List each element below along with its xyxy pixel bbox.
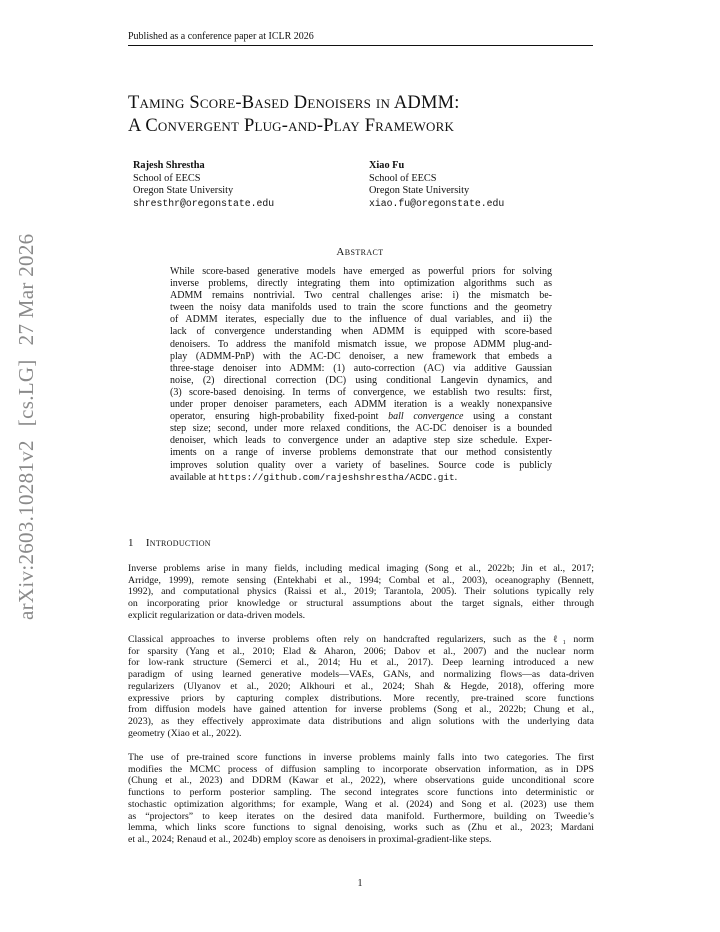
paragraph-line: on incorporating prior knowledge or structural assumptions about the target signals, either through xyxy=(128,598,594,610)
paragraph-line: The use of pre-trained score functions in inverse problems mainly falls into two categories. The first xyxy=(128,752,594,763)
abstract-line xyxy=(170,472,552,484)
paragraph-line: paradigm of using learned generative models—VAEs, GANs, and normalizing flows—as data-driven xyxy=(128,669,594,681)
paragraph-line: et al., 2024; Renaud et al., 2024b) employ score as denoisers in proximal-gradient-like steps. xyxy=(128,833,492,845)
page-number: 1 xyxy=(357,878,363,889)
paragraph-line: for sparsity (Yang et al., 2010; Elad & Aharon, 2006; Dabov et al., 2007) and the nuclear norm xyxy=(128,645,594,657)
abstract-text: using a constant xyxy=(463,411,552,423)
author-email: shresthr@oregonstate.edu xyxy=(133,197,275,209)
abstract-line: under proper denoiser parameters, each ADMM iteration is a weakly nonexpansive xyxy=(170,399,552,411)
abstract-line: noise, (2) directional correction (DC) using conditional Langevin dynamics, and xyxy=(170,374,552,386)
abstract-line: denoiser, which leads to convergence under an adaptive step size schedule. Exper- xyxy=(170,435,552,447)
paragraph-line: for low-rank structure (Semerci et al., 2014; Hu et al., 2017). Deep learning introduced a new xyxy=(128,657,594,669)
author-dept: School of EECS xyxy=(369,172,437,184)
paragraph-line: from diffusion models have gained attention for inverse problems (Song et al., 2022b; Chung et al., xyxy=(128,704,594,716)
arxiv-category: [cs.LG] xyxy=(14,359,38,427)
paragraph-line: functions to perform posterior sampling. The second integrates score functions into deterministic or xyxy=(128,787,594,799)
paragraph-line: 2023), as they effectively approximate data distributions and align solutions with the underlying data xyxy=(128,715,594,727)
source-code-link[interactable]: https://github.com/rajeshshrestha/ACDC.git xyxy=(218,471,455,483)
paragraph-line: as “projectors” to keep iterates on the desired data manifold. Furthermore, building on Tweedie’s xyxy=(128,810,594,822)
paragraph-line: lemma, which links score functions to signal denoising, works such as (Zhu et al., 2023; Mardani xyxy=(128,822,594,834)
paragraph-line: (Chung et al., 2023) and DDRM (Kawar et al., 2022), where observations guide unconditional score xyxy=(128,775,594,787)
author-name: Xiao Fu xyxy=(369,160,405,171)
abstract-line: (3) score-based denoising. In terms of convergence, we establish two results: first, xyxy=(170,386,552,398)
abstract-line: of ADMM iterates, especially due to the influence of dual variables, and ii) the xyxy=(170,314,552,326)
abstract-line: step size; second, under more relaxed conditions, the AC-DC denoiser is a bounded xyxy=(170,423,552,435)
abstract-line: iments on a range of inverse problems demonstrate that our method consistently xyxy=(170,447,552,459)
abstract-line: denoisers. To address the manifold mismatch issue, we propose ADMM plug-and- xyxy=(170,338,552,350)
abstract-emphasis: ball convergence xyxy=(388,411,464,423)
paragraph-line: geometry (Xiao et al., 2022). xyxy=(128,727,242,739)
section-heading xyxy=(128,537,211,549)
abstract-text: . xyxy=(454,471,458,483)
abstract-line: three-stage denoiser into ADMM: (1) auto-correction (AC) via additive Gaussian xyxy=(170,362,552,374)
abstract-line: While score-based generative models have emerged as powerful priors for solving xyxy=(170,266,552,277)
paragraph-1 xyxy=(128,563,594,622)
author-email: xiao.fu@oregonstate.edu xyxy=(369,197,505,209)
arxiv-date: 27 Mar 2026 xyxy=(14,233,38,346)
abstract-line: tween the noisy data manifolds used to train the score functions and the geometry xyxy=(170,302,552,314)
abstract-heading: Abstract xyxy=(336,246,384,258)
paragraph-line: stochastic optimization algorithms; for example, Wang et al. (2024) and Song et al. (2023) use them xyxy=(128,798,594,810)
paragraph-line: modifies the MCMC process of diffusion sampling to incorporate observation information, as in DPS xyxy=(128,763,594,775)
author-dept: School of EECS xyxy=(133,172,201,184)
abstract-line: improves solution quality over a variety of baselines. Source code is publicly xyxy=(170,459,552,471)
arxiv-identifier xyxy=(14,220,39,620)
header-rule xyxy=(128,45,593,46)
paragraph-2 xyxy=(128,634,594,739)
abstract-body xyxy=(170,266,552,484)
paragraph-3 xyxy=(128,752,594,846)
abstract-line xyxy=(170,411,552,423)
paragraph-line: Arridge, 1999), remote sensing (Entekhabi et al., 1994; Combal et al., 2003), oceanography (Bennett, xyxy=(128,574,594,586)
paper-title xyxy=(128,92,628,138)
section-number: 1 xyxy=(128,537,134,549)
title-line-1: Taming Score-Based Denoisers in ADMM: xyxy=(128,93,460,113)
author-affiliation: Oregon State University xyxy=(133,185,234,197)
abstract-line: play (ADMM-PnP) with the AC-DC denoiser, a new framework that embeds a xyxy=(170,350,552,362)
abstract-text: available at xyxy=(170,471,219,483)
paragraph-line: 1992), and computational physics (Raissi et al., 2019; Tarantola, 2005). Their solutions typically rely xyxy=(128,586,594,598)
abstract-line: inverse problems, directly integrating them into optimization algorithms such as xyxy=(170,278,552,290)
arxiv-id: arXiv:2603.10281v2 xyxy=(14,440,38,620)
author-affiliation: Oregon State University xyxy=(369,185,470,197)
author-name: Rajesh Shrestha xyxy=(133,160,205,171)
abstract-line: lack of convergence understanding when ADMM is equipped with score-based xyxy=(170,326,552,338)
author-block-1 xyxy=(133,160,274,210)
title-line-2: A Convergent Plug-and-Play Framework xyxy=(128,116,455,136)
paragraph-line: expressive priors by capturing complex distributions. More recently, pre-trained score functions xyxy=(128,692,594,704)
running-header: Published as a conference paper at ICLR 2026 xyxy=(128,31,314,42)
abstract-line: ADMM remains nontrivial. Two central challenges arise: i) the mismatch be- xyxy=(170,290,552,302)
author-block-2 xyxy=(369,160,504,210)
paragraph-line: explicit regularization or data-driven models. xyxy=(128,609,306,621)
paragraph-line: Inverse problems arise in many fields, including medical imaging (Song et al., 2022b; Jin et al., 2017; xyxy=(128,563,594,574)
abstract-text: operator, ensuring high-probability fixed-point xyxy=(170,411,389,423)
paragraph-line: regularizers (Ulyanov et al., 2020; Alkhouri et al., 2024; Shah & Hegde, 2018), offering more xyxy=(128,680,594,692)
paragraph-line: Classical approaches to inverse problems often rely on handcrafted regularizers, such as the ℓ₁ norm xyxy=(128,634,594,645)
section-title: Introduction xyxy=(145,537,211,549)
